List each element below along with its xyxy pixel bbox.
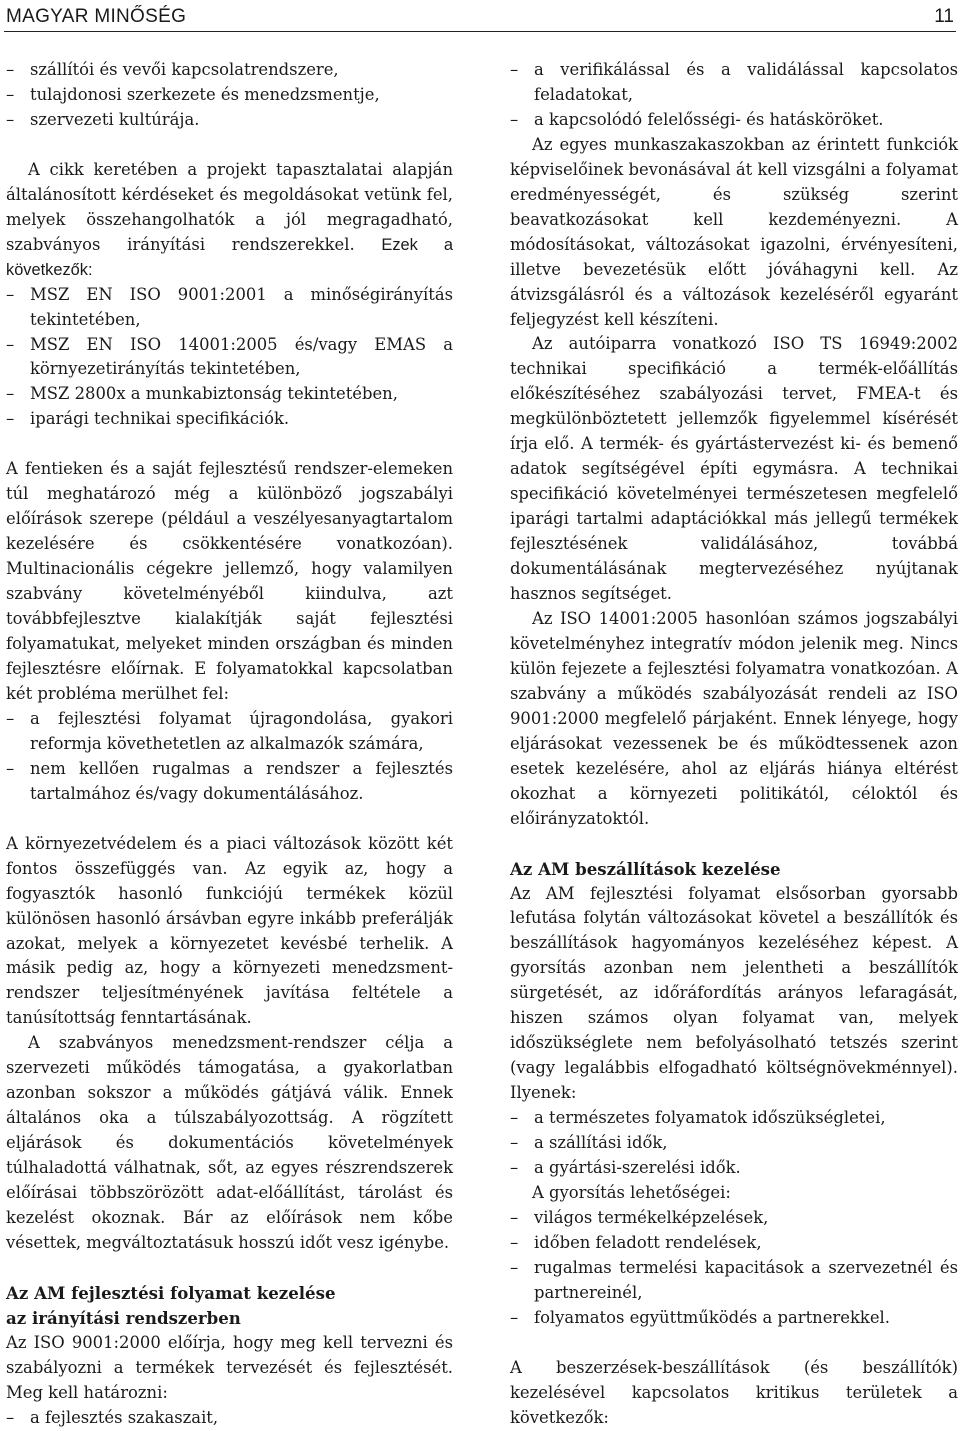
list-problems <box>6 707 453 807</box>
list-item: – nem kellően rugalmas a rendszer a fejlesztés tartalmához és/vagy dokumentálásához. <box>6 757 453 807</box>
page-header <box>4 2 956 30</box>
list-item: – szervezeti kultúrája. <box>6 108 453 133</box>
list-item: – a gyártási-szerelési idők. <box>510 1156 958 1181</box>
list-item: – rugalmas termelési kapacitások a szervezetnél és partnereinél, <box>510 1256 958 1306</box>
list-speedup <box>510 1206 958 1331</box>
section-heading: Az AM beszállítások kezelése <box>510 858 781 879</box>
paragraph: Az ISO 14001:2005 hasonlóan számos jogszabályi követelményhez integratív módon jelenik meg. Nincs külön fejezete a fejlesztési folyamatra vonatkozóan. A szabvány a működés szabályozását rendeli az ISO 9001:2000 megfelelő párjaként. Ennek lényege, hogy eljárásokat vezessenek be és működtessenek azon esetek kezelésére, ahol az eljárás hiánya eltérést okozhat a környezeti politikától, céloktól és előirányzatoktól. <box>510 608 958 828</box>
list-item: – a verifikálással és a validálással kapcsolatos feladatokat, <box>510 58 958 108</box>
list-item: – tulajdonosi szerkezete és menedzsmentje, <box>6 83 453 108</box>
paragraph: Az ISO 9001:2000 előírja, hogy meg kell tervezni és szabályozni a termékek tervezését és fejlesztését. Meg kell határozni: <box>6 1332 453 1402</box>
list-item: – szállítói és vevői kapcsolatrendszere, <box>6 58 453 83</box>
list-item: – a kapcsolódó felelősségi- és hatásköröket. <box>510 108 958 133</box>
paragraph: A környezetvédelem és a piaci változások között két fontos összefüggés van. Az egyik az, hogy a fogyasztók hasonló funkciójú termékek közül különösen hasonló ársávban egyre inkább preferálják azokat, melyek a környezetet kevésbé terhelik. A másik pedig az, hogy a környezeti menedzsment-rendszer teljesítményének javítása feltétele a tanúsítottság fenntartásának. <box>6 833 453 1028</box>
journal-title: MAGYAR MINŐSÉG <box>6 6 187 27</box>
list-company-aspects <box>6 58 453 133</box>
paragraph: Az egyes munkaszakaszokban az érintett funkciók képviselőinek bevonásával át kell vizsgálni a folyamat eredményességét, és szükség szerint beavatkozásokat kell kezdeményezni. A módosításokat, változásokat igazolni, érvényesíteni, illetve bevezetésük előtt jóváhagyni kell. Az átvizsgálásról és a változások kezeléséről egyaránt feljegyzést kell készíteni. <box>510 134 958 329</box>
paragraph: Az autóiparra vonatkozó ISO TS 16949:2002 technikai specifikáció a termék-előállítás előkészítéséhez szabályozási tervet, FMEA-t és megkülönböztetett jellemzők figyelemmel kísérését írja elő. A termék- és gyártástervezést ki- és bemenő adatok segítségével építi egymásra. A technikai specifikáció követelményei természetesen megfelelő iparági tartalmi adaptációkkal más jellegű termékek fejlesztésének validálásához, továbbá dokumentálásának megtervezéséhez nyújtanak hasznos segítséget. <box>510 334 958 604</box>
list-standards <box>6 283 453 433</box>
section-heading <box>6 1281 453 1331</box>
page-number: 11 <box>934 6 954 27</box>
right-column <box>510 58 958 1431</box>
list-define <box>6 1406 453 1431</box>
paragraph-text: A cikk keretében a projekt tapasztalatai alapján általánosított kérdéseket és megoldásokat vetünk fel, melyek összehangolhatók a jól megragadható, szabványos irányítási rendszerekkel. <box>6 159 453 254</box>
heading-line: Az AM fejlesztési folyamat kezelése <box>6 1282 336 1303</box>
list-item: – MSZ EN ISO 14001:2005 és/vagy EMAS a környezetirányítás tekintetében, <box>6 333 453 383</box>
list-durations <box>510 1106 958 1181</box>
paragraph: A gyorsítás lehetőségei: <box>532 1182 731 1202</box>
list-item: – iparági technikai specifikációk. <box>6 407 453 432</box>
paragraph: Az AM fejlesztési folyamat elsősorban gyorsabb lefutása folytán változásokat követel a beszállítók és beszállítások hagyományos kezeléséhez képest. A gyorsítás azonban nem jelentheti a beszállítók sürgetését, az időráfordítás arányos lefaragását, hiszen számos olyan folyamat van, melyek időszükséglete nem befolyásolható tetszés szerint (vagy legalábbis elfogadható költségnövekménnyel). Ilyenek: <box>510 883 958 1103</box>
paragraph: A beszerzések-beszállítások (és beszállítók) kezelésével kapcsolatos kritikus területek a következők: <box>510 1357 958 1427</box>
header-rule <box>4 31 956 32</box>
paragraph-text: Ezek a következők: <box>6 235 453 279</box>
left-column <box>6 58 453 1431</box>
list-item: – a fejlesztés szakaszait, <box>6 1406 453 1431</box>
paragraph: A fentieken és a saját fejlesztésű rendszer-elemeken túl meghatározó még a különböző jogszabályi előírások szerepe (például a veszélyesanyagtartalom kezelésére és csökkentésére vonatkozóan). Multinacionális cégekre jellemző, hogy valamilyen szabvány követelményéből kiindulva, azt továbbfejlesztve kialakítják saját fejlesztési folyamatukat, melyeket minden országban és minden fejlesztésre előírnak. E folyamatokkal kapcsolatban két probléma merülhet fel: <box>6 459 453 703</box>
list-tasks <box>510 58 958 133</box>
list-item: – MSZ EN ISO 9001:2001 a minőségirányítás tekintetében, <box>6 283 453 333</box>
list-item: – MSZ 2800x a munkabiztonság tekintetében, <box>6 382 453 407</box>
list-item: – a szállítási idők, <box>510 1131 958 1156</box>
heading-line: az irányítási rendszerben <box>6 1307 241 1328</box>
list-item: – folyamatos együttműködés a partnerekkel. <box>510 1306 958 1331</box>
list-item: – világos termékelképzelések, <box>510 1206 958 1231</box>
list-item: – a fejlesztési folyamat újragondolása, gyakori reformja követhetetlen az alkalmazók számára, <box>6 707 453 757</box>
list-item: – időben feladott rendelések, <box>510 1231 958 1256</box>
paragraph: A szabványos menedzsment-rendszer célja a szervezeti működés támogatása, a gyakorlatban azonban sokszor a működés gátjává válik. Ennek általános oka a túlszabályozottság. A rögzített eljárások és dokumentációs követelmények túlhaladottá válhatnak, sőt, az egyes részrendszerek előírásai többszörözött adat-előállítást, tárolást és kezelést okoznak. Bár az előírások nem kőbe vésettek, megváltoztatásuk hosszú időt vesz igénybe. <box>6 1033 453 1252</box>
paragraph <box>6 158 453 283</box>
list-item: – a természetes folyamatok időszükségletei, <box>510 1106 958 1131</box>
